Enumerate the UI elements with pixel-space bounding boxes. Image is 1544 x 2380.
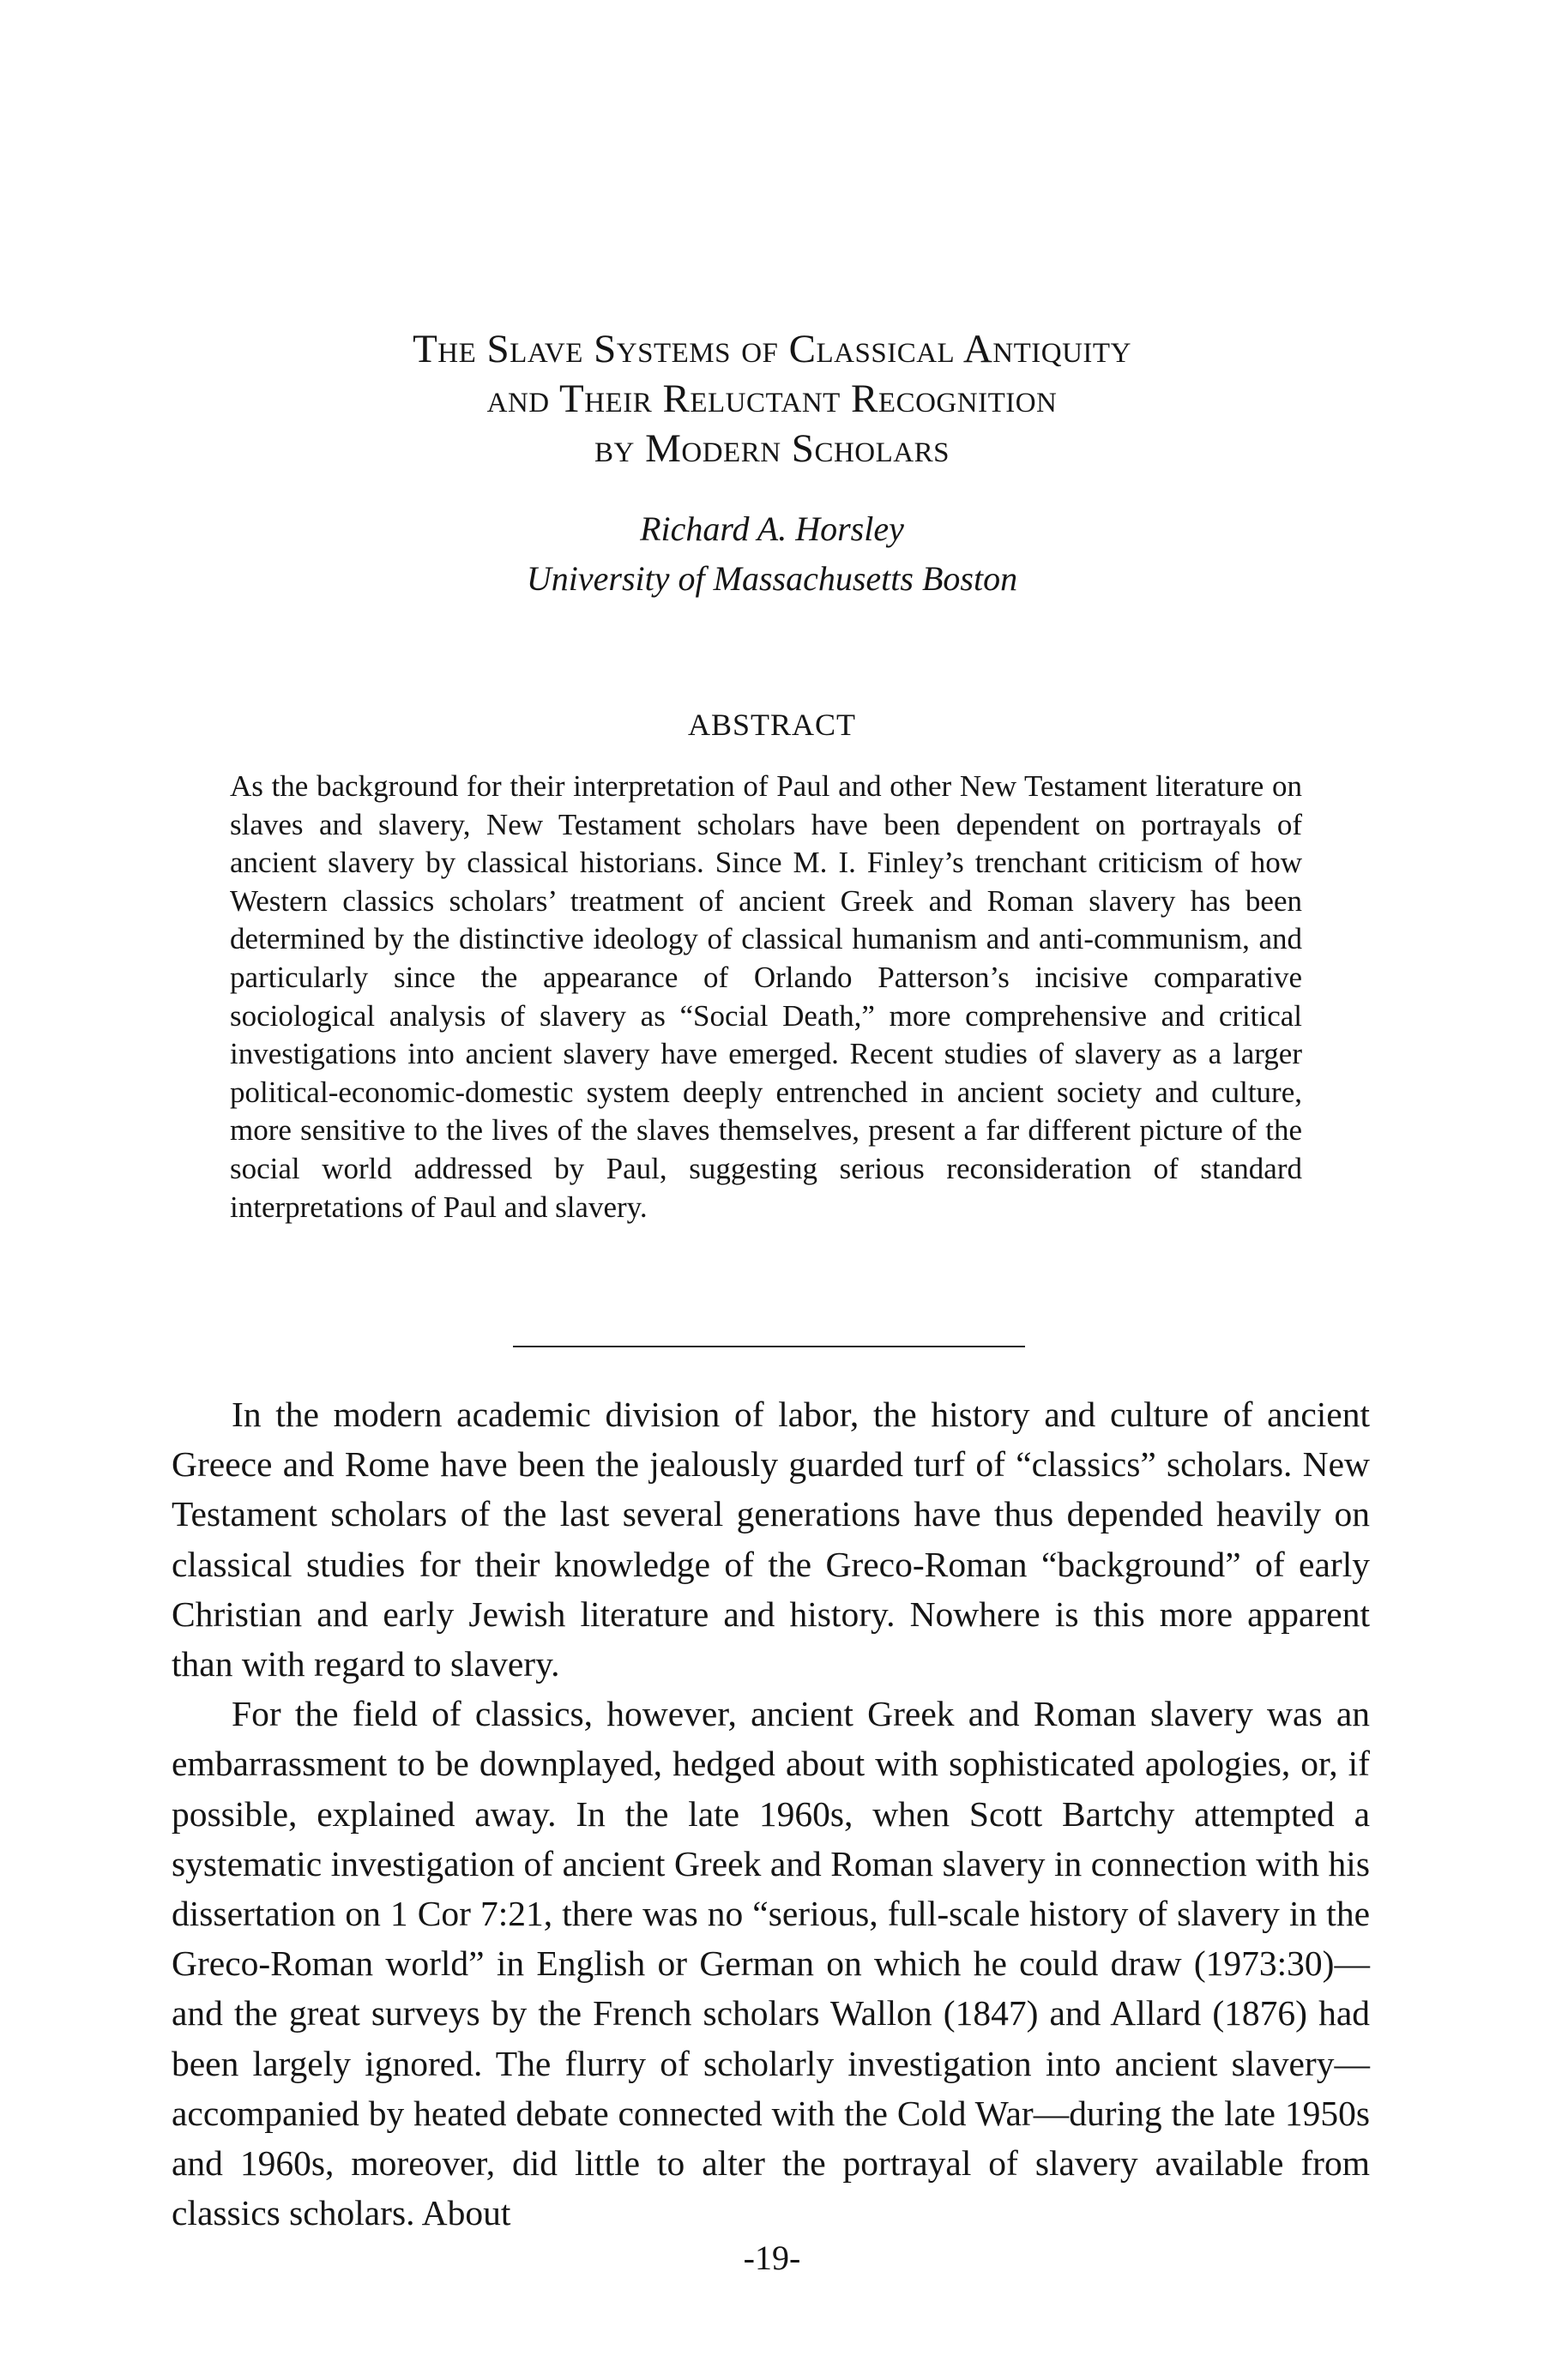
author-affiliation: University of Massachusetts Boston: [526, 559, 1018, 598]
author-name: Richard A. Horsley: [640, 509, 904, 548]
body-paragraph-1: In the modern academic division of labor, the history and culture of ancient Greece and Rome have been the jealously guarded turf of “classics” scholars. New Testament scholars of the last several generations have thus depended heavily on classical studies for their knowledge of the Greco-Roman “background” of early Christian and early Jewish literature and history. Nowhere is this more apparent than with regard to slavery.: [172, 1395, 1370, 1684]
title-line-1: The Slave Systems of Classical Antiquity: [413, 327, 1131, 371]
body-paragraph-2: For the field of classics, however, ancient Greek and Roman slavery was an embarrassment to be downplayed, hedged about with sophisticated apologies, or, if possible, explained away. In the late 1960s, when Scott Bartchy attempted a systematic investigation of ancient Greek and Roman slavery in connection with his dissertation on 1 Cor 7:21, there was no “serious, full-scale history of slavery in the Greco-Roman world” in English or German on which he could draw (1973:30)—and the great surveys by the French scholars Wallon (1847) and Allard (1876) had been largely ignored. The flurry of scholarly investigation into ancient slavery—accompanied by heated debate connected with the Cold War—during the late 1950s and 1960s, moreover, did little to alter the portrayal of slavery available from classics scholars. About: [172, 1694, 1370, 2233]
article-title: [0, 324, 1544, 473]
author-block: [0, 504, 1544, 604]
abstract-heading: ABSTRACT: [687, 708, 857, 742]
abstract-paragraph: As the background for their interpretation of Paul and other New Testament literature on slaves and slavery, New Testament scholars have been dependent on portrayals of ancient slavery by classical historians. Since M. I. Finley’s trenchant criticism of how Western classics scholars’ treatment of ancient Greek and Roman slavery has been determined by the distinctive ideology of classical humanism and anti-communism, and particularly since the appearance of Orlando Patterson’s incisive comparative sociological analysis of slavery as “Social Death,” more comprehensive and critical investigations into ancient slavery have emerged. Recent studies of slavery as a larger political-economic-domestic system deeply entrenched in ancient society and culture, more sensitive to the lives of the slaves themselves, present a far different picture of the social world addressed by Paul, suggesting serious reconsideration of standard interpretations of Paul and slavery.: [230, 769, 1302, 1224]
title-line-2: and Their Reluctant Recognition: [486, 377, 1058, 421]
body-text: [172, 1389, 1370, 2238]
section-divider: [513, 1346, 1025, 1347]
title-line-3: by Modern Scholars: [594, 426, 950, 471]
page-number: -19-: [743, 2238, 801, 2277]
abstract-text-block: [230, 768, 1302, 1226]
